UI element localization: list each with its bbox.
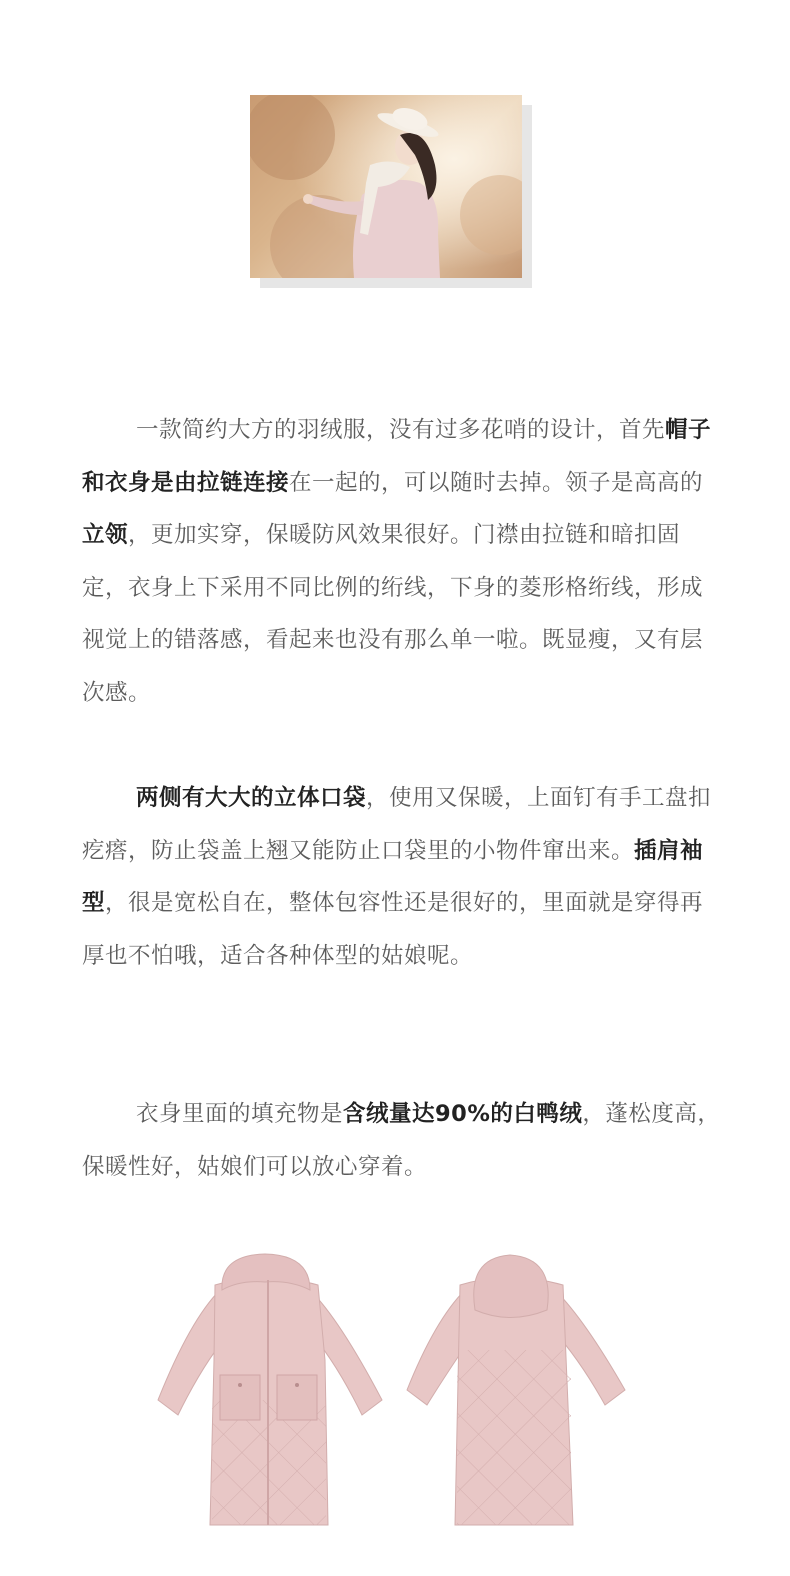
bold-highlight: 插肩袖型	[82, 837, 704, 916]
text-segment: 衣身里面的填充物是	[136, 1101, 344, 1127]
paragraph-filling	[82, 1088, 722, 1193]
coat-views	[150, 1250, 640, 1540]
text-segment: ，更加实穿，保暖防风效果很好。门襟由拉链和暗扣固定，衣身上下采用不同比例的绗线，下身的菱形格绗线，形成视觉上的错落感，看起来也没有那么单一啦。既显瘦，又有层次感。	[82, 522, 704, 706]
woman-in-coat-illustration	[250, 95, 522, 278]
text-segment: ，蓬松度高，保暖性好，姑娘们可以放心穿着。	[82, 1101, 721, 1180]
coat-product-images	[150, 1250, 640, 1540]
text-segment: ，使用又保暖，上面钉有手工盘扣疙瘩，防止袋盖上翘又能防止口袋里的小物件窜出来。	[82, 785, 712, 864]
text-segment: ，很是宽松自在，整体包容性还是很好的，里面就是穿得再厚也不怕哦，适合各种体型的姑娘呢。	[82, 890, 704, 969]
bold-highlight: 两侧有大大的立体口袋	[136, 785, 367, 811]
bold-highlight: 帽子和衣身是由拉链连接	[82, 417, 712, 496]
hero-photo	[250, 95, 522, 278]
coat-front-view	[158, 1254, 382, 1525]
hero-photo-frame	[250, 95, 532, 288]
text-segment: 一款简约大方的羽绒服，没有过多花哨的设计，首先	[136, 417, 666, 443]
paragraph-pockets	[82, 772, 722, 982]
coat-back-view	[407, 1255, 625, 1525]
text-segment: 在一起的，可以随时去掉。领子是高高的	[289, 469, 704, 496]
bold-highlight: 含绒量达90%的白鸭绒	[343, 1101, 583, 1127]
paragraph-design	[82, 404, 722, 719]
bold-highlight: 立领	[82, 522, 129, 548]
